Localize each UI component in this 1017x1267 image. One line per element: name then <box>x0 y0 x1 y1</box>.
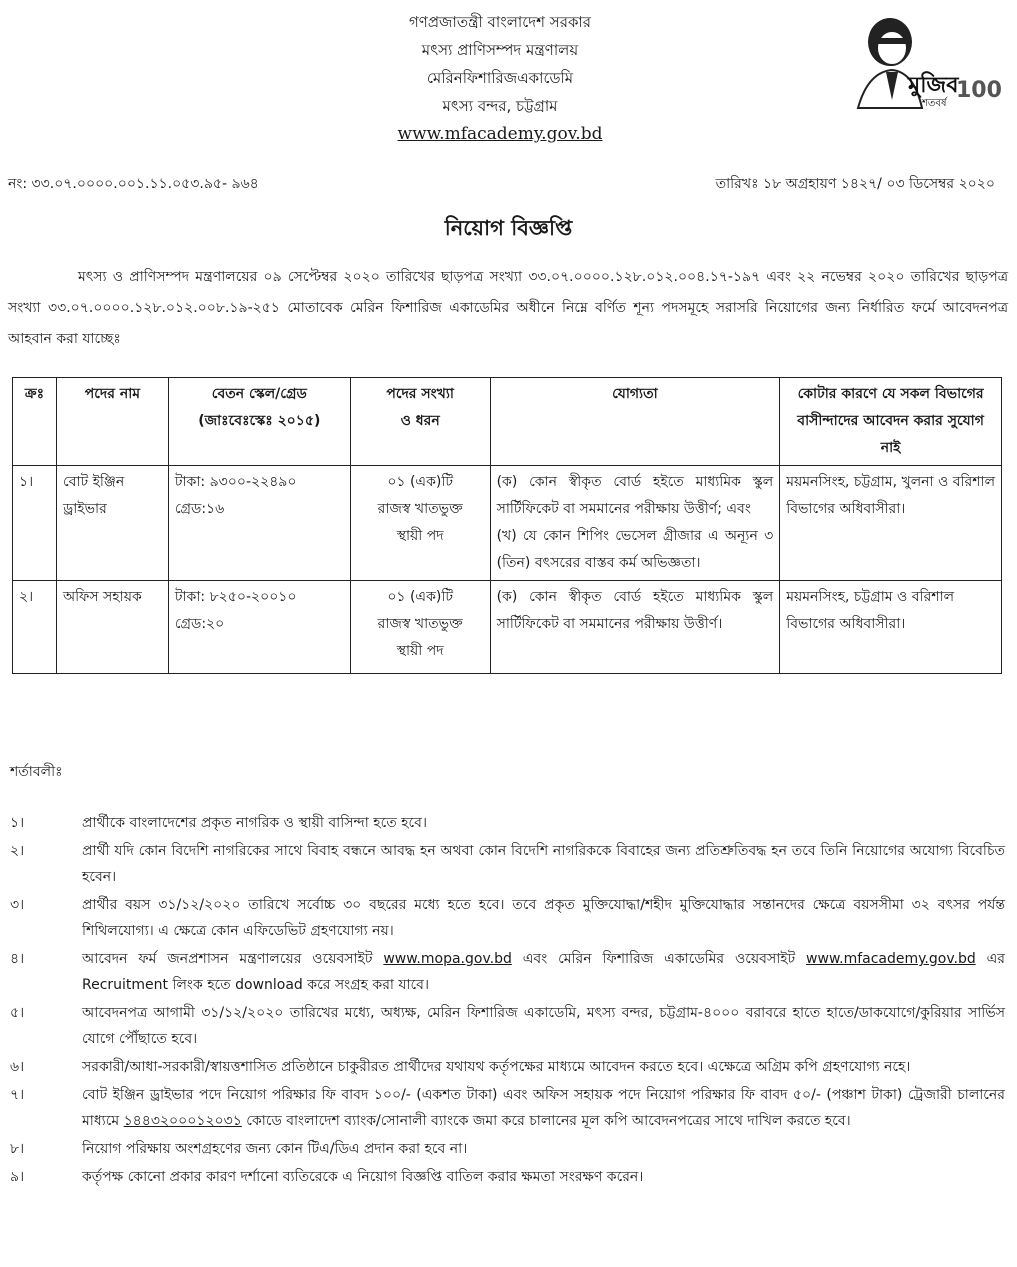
mopa-website-link[interactable]: www.mopa.gov.bd <box>383 951 512 967</box>
terms-heading: শর্তাবলীঃ <box>10 764 63 780</box>
term-text-part: বোট ইঞ্জিন ড্রাইভার পদে নিয়োগ পরিক্ষার ফি বাবদ ১০০/- (একশত টাকা) এবং অফিস সহায়ক পদে নিয়োগ পরিক্ষার ফি বাবদ ৫০/- (পঞ্চাশ টাকা) ট্রেজারী চালানের মাধ্যমে <box>82 1087 1005 1129</box>
posts-table <box>12 377 1002 674</box>
intro-paragraph <box>8 262 1008 355</box>
row-post-count <box>350 581 490 674</box>
term-text-part: এর Recruitment লিংক হতে download করে সংগ্রহ করা যাবে। <box>82 951 1005 993</box>
grade-value: গ্রেড:১৬ <box>174 501 225 517</box>
treasury-code: ১৪৪৩২০০০১২০৩১ <box>123 1113 242 1129</box>
row-post-name: অফিস সহায়ক <box>56 581 168 674</box>
list-item <box>10 810 1005 836</box>
intro-text: মৎস্য ও প্রাণিসম্পদ মন্ত্রণালয়ের ০৯ সেপ্টেম্বর ২০২০ তারিখের ছাড়পত্র সংখ্যা ৩৩.০৭.০০০০.১২৮.০১২.০০৪.১৭-১৯৭ এবং ২২ নভেম্বর ২০২০ তারিখের ছাড়পত্র সংখ্যা ৩৩.০৭.০০০০.১২৮.০১২.০০৮.১৯-২৫১ মোতাবেক মেরিন ফিশারিজ একাডেমির অধীনে নিম্নে বর্ণিত শূন্য পদসমূহে সরাসরি নিয়োগের জন্য নির্ধারিত ফর্মে আবেদনপত্র আহবান করা যাচ্ছেঃ <box>8 269 1008 347</box>
col-qualification: যোগ্যতা <box>490 378 780 466</box>
post-type: স্থায়ী পদ <box>396 643 444 659</box>
term-text: প্রার্থীকে বাংলাদেশের প্রকৃত নাগরিক ও স্থায়ী বাসিন্দা হতে হবে। <box>82 815 427 831</box>
row-quota: ময়মনসিংহ, চট্টগ্রাম, খুলনা ও বরিশাল বিভাগের অধিবাসীরা। <box>780 466 1002 581</box>
row-post-name: বোট ইঞ্জিন ড্রাইভার <box>56 466 168 581</box>
academy-address: মৎস্য বন্দর, চট্টগ্রাম <box>442 97 558 115</box>
term-number: ৯। <box>10 1169 25 1185</box>
list-item <box>10 892 1005 944</box>
term-text-part: কোডে বাংলাদেশ ব্যাংক/সোনালী ব্যাংকে জমা করে চালানের মূল কপি আবেদনপত্রের সাথে দাখিল করতে হবে। <box>241 1113 851 1129</box>
notice-date: তারিখঃ ১৮ অগ্রহায়ণ ১৪২৭/ ০৩ ডিসেম্বর ২০২০ <box>715 176 995 192</box>
mfacademy-website-link[interactable]: www.mfacademy.gov.bd <box>806 951 976 967</box>
row-quota: ময়মনসিংহ, চট্টগ্রাম ও বরিশাল বিভাগের অধিবাসীরা। <box>780 581 1002 674</box>
list-item <box>10 1054 1005 1080</box>
post-count-sub: ও ধরন <box>400 413 440 429</box>
row-qualification <box>490 466 780 581</box>
list-item <box>10 946 1005 998</box>
logo-word: মুজিব <box>908 73 959 98</box>
post-count-label: পদের সংখ্যা <box>386 386 454 402</box>
col-serial: ক্রঃ <box>13 378 57 466</box>
pay-scale-label: বেতন স্কেল/গ্রেড <box>211 386 307 402</box>
row-serial: ১। <box>13 466 57 581</box>
terms-list <box>10 810 1005 1192</box>
term-number: ৫। <box>10 1005 25 1021</box>
table-header-row <box>13 378 1002 466</box>
academy-name: মেরিনফিশারিজএকাডেমি <box>426 69 574 87</box>
term-number: ৭। <box>10 1087 25 1103</box>
term-text-part: আবেদন ফর্ম জনপ্রশাসন মন্ত্রণালয়ের ওয়েবসাইট <box>82 951 384 967</box>
col-post-count <box>350 378 490 466</box>
table-row <box>13 466 1002 581</box>
qualification-a: (ক) কোন স্বীকৃত বোর্ড হইতে মাধ্যমিক স্কুল সার্টিফিকেট বা সমমানের পরীক্ষায় উত্তীর্ণ। <box>496 589 774 632</box>
term-text: সরকারী/আধা-সরকারী/স্বায়ত্তশাসিত প্রতিষ্ঠানে চাকুরীরত প্রার্থীদের যথাযথ কর্তৃপক্ষের মাধ্যমে আবেদন করতে হবে। এক্ষেত্রে অগ্রিম কপি গ্রহণযোগ্য নহে। <box>82 1059 911 1075</box>
logo-number: 100 <box>956 78 1002 103</box>
term-number: ৩। <box>10 897 25 913</box>
pay-scale-value: টাকা: ৮২৫০-২০০১০ <box>174 589 297 605</box>
revenue-type: রাজস্ব খাতভুক্ত <box>377 501 463 517</box>
memo-number: নং: ৩৩.০৭.০০০০.০০১.১১.০৫৩.৯৫- ৯৬৪ <box>8 176 259 192</box>
pay-scale-value: টাকা: ৯৩০০-২২৪৯০ <box>174 474 297 490</box>
list-item <box>10 1000 1005 1052</box>
qualification-b: (খ) যে কোন শিপিং ভেসেল গ্রীজার এ অন্যূন ৩ (তিন) বৎসরের বাস্তব কর্ম অভিজ্ঞতা। <box>496 528 774 571</box>
col-post-name: পদের নাম <box>56 378 168 466</box>
list-item <box>10 1136 1005 1162</box>
academy-website-link[interactable]: www.mfacademy.gov.bd <box>397 124 603 144</box>
notice-title: নিয়োগ বিজ্ঞপ্তি <box>444 216 573 240</box>
list-item <box>10 838 1005 890</box>
row-pay-scale <box>168 466 350 581</box>
table-row <box>13 581 1002 674</box>
row-post-count <box>350 466 490 581</box>
row-pay-scale <box>168 581 350 674</box>
qualification-a: (ক) কোন স্বীকৃত বোর্ড হইতে মাধ্যমিক স্কুল সার্টিফিকেট বা সমমানের পরীক্ষায় উত্তীর্ণ; এবং <box>496 474 774 517</box>
term-number: ৪। <box>10 951 25 967</box>
term-number: ৮। <box>10 1141 25 1157</box>
term-text <box>82 1082 1005 1134</box>
term-text <box>82 946 1005 998</box>
term-text: প্রার্থীর বয়স ৩১/১২/২০২০ তারিখে সর্বোচ্চ ৩০ বছরের মধ্যে হতে হবে। তবে প্রকৃত মুক্তিযোদ্ধা/শহীদ মুক্তিযোদ্ধার সন্তানদের ক্ষেত্রে বয়সসীমা ৩২ বৎসর পর্যন্ত শিথিলযোগ্য। এ ক্ষেত্রে কোন এফিডেভিট গ্রহণযোগ্য নয়। <box>82 897 1005 939</box>
count-value: ০১ (এক)টি <box>387 589 453 605</box>
row-serial: ২। <box>13 581 57 674</box>
term-text-part: এবং মেরিন ফিশারিজ একাডেমির ওয়েবসাইট <box>511 951 807 967</box>
term-number: ৬। <box>10 1059 25 1075</box>
row-qualification <box>490 581 780 674</box>
grade-value: গ্রেড:২০ <box>174 616 225 632</box>
revenue-type: রাজস্ব খাতভুক্ত <box>377 616 463 632</box>
ministry-name: মৎস্য প্রাণিসম্পদ মন্ত্রণালয় <box>421 41 579 59</box>
term-text: নিয়োগ পরিক্ষায় অংশগ্রহণের জন্য কোন টিএ/ডিএ প্রদান করা হবে না। <box>82 1141 468 1157</box>
count-value: ০১ (এক)টি <box>387 474 453 490</box>
post-type: স্থায়ী পদ <box>396 528 444 544</box>
list-item <box>10 1164 1005 1190</box>
gov-name: গণপ্রজাতন্ত্রী বাংলাদেশ সরকার <box>408 13 592 31</box>
col-quota: কোটার কারণে যে সকল বিভাগের বাসীন্দাদের আবেদন করার সুযোগ নাই <box>780 378 1002 466</box>
mujib-100-logo <box>848 10 1002 110</box>
term-text: আবেদনপত্র আগামী ৩১/১২/২০২০ তারিখের মধ্যে, অধ্যক্ষ, মেরিন ফিশারিজ একাডেমি, মৎস্য বন্দর, চট্টগ্রাম-৪০০০ বরাবরে হাতে হাতে/ডাকযোগে/কুরিয়ার সার্ভিস যোগে পৌঁছাতে হবে। <box>82 1005 1005 1047</box>
list-item <box>10 1082 1005 1134</box>
term-text: প্রার্থী যদি কোন বিদেশি নাগরিকের সাথে বিবাহ বন্ধনে আবদ্ধ হন অথবা কোন বিদেশি নাগরিককে বিবাহের জন্য প্রতিশ্রুতিবদ্ধ হন তবে তিনি নিয়োগের অযোগ্য বিবেচিত হবেন। <box>82 843 1005 885</box>
logo-sub: শতবর্ষ <box>922 98 947 109</box>
col-pay-scale <box>168 378 350 466</box>
pay-scale-sub: (জাঃবেঃস্কেঃ ২০১৫) <box>198 413 321 429</box>
term-number: ১। <box>10 815 25 831</box>
term-number: ২। <box>10 843 25 859</box>
term-text: কর্তৃপক্ষ কোনো প্রকার কারণ দর্শানো ব্যতিরেকে এ নিয়োগ বিজ্ঞপ্তি বাতিল করার ক্ষমতা সংরক্ষণ করেন। <box>82 1169 644 1185</box>
